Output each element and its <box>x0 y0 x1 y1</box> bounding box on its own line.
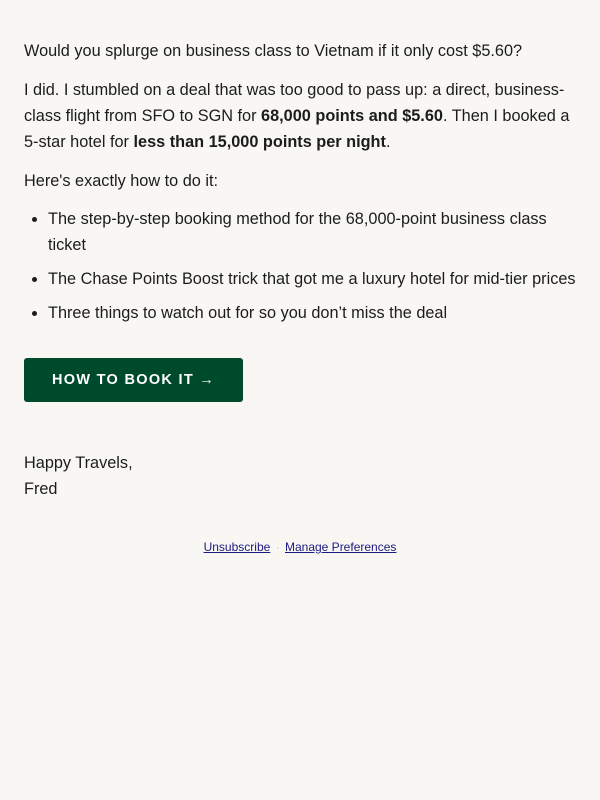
bullet-list <box>24 206 576 326</box>
story-text-2: . Then I booked a 5-star hotel for <box>24 107 570 151</box>
list-item: • The step-by-step booking method for the 68,000-point business class ticket <box>48 206 576 258</box>
how-to-book-button[interactable]: HOW TO BOOK IT → <box>24 358 243 402</box>
manage-preferences-link[interactable]: Manage Preferences <box>284 540 397 554</box>
signoff-greeting: Happy Travels, <box>24 454 133 472</box>
intro-paragraph: Would you splurge on business class to Vietnam if it only cost $5.60? <box>24 42 523 60</box>
unsubscribe-link[interactable]: Unsubscribe <box>203 540 271 554</box>
story-highlight-points: 68,000 points and $5.60 <box>261 107 443 125</box>
email-footer <box>24 538 576 556</box>
howto-paragraph: Here's exactly how to do it: <box>24 172 219 190</box>
signoff <box>24 450 576 502</box>
signoff-name: Fred <box>24 480 58 498</box>
story-paragraph <box>24 77 576 155</box>
story-text-1: I did. I stumbled on a deal that was too good to pass up: a direct, business-class flight from SFO to SGN for <box>24 81 565 125</box>
story-text-3: . <box>385 133 391 151</box>
list-item: • Three things to watch out for so you don’t miss the deal <box>48 300 576 326</box>
list-item: • The Chase Points Boost trick that got me a luxury hotel for mid-tier prices <box>48 266 576 292</box>
story-highlight-hotel: less than 15,000 points per night <box>133 133 386 151</box>
cta-container <box>24 358 576 402</box>
footer-separator: · <box>275 540 280 554</box>
